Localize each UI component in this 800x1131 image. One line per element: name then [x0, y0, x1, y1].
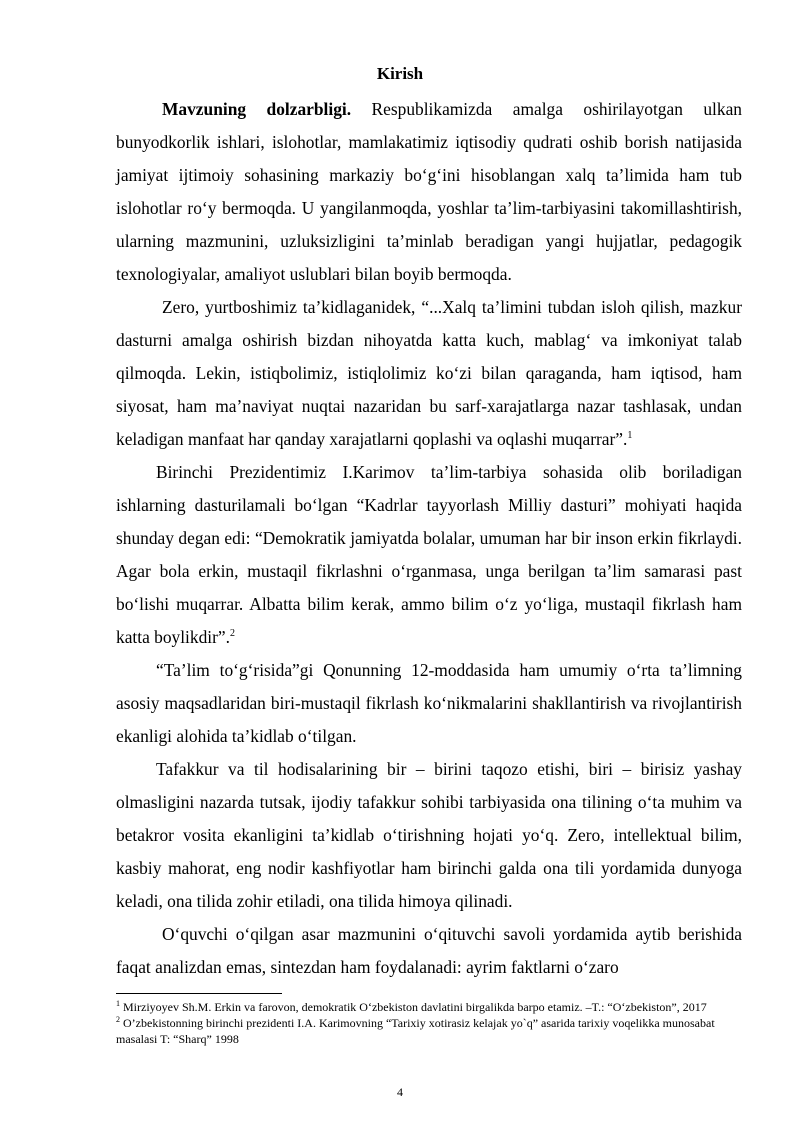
- paragraph-thought-language: [116, 753, 742, 918]
- footnote-number: 1: [116, 999, 120, 1008]
- paragraph-quote-president: [116, 291, 742, 456]
- footnote-separator: [116, 993, 282, 994]
- footnote-item: [116, 1015, 746, 1047]
- paragraph-education-law: [116, 654, 742, 753]
- paragraph-first-president: [116, 456, 742, 654]
- body-text: [116, 93, 742, 984]
- paragraph-student-analysis: [116, 918, 742, 984]
- page-number: 4: [397, 1085, 403, 1099]
- footnotes: [116, 999, 746, 1047]
- paragraph-text: Tafakkur va til hodisalarining bir – birini taqozo etishi, biri – birisiz yashay olmasligini nazarda tutsak, ijodiy tafakkur sohibi tarbiyasida ona tilining o‘ta muhim va betakror vosita ekanligini ta’kidlab o‘tirishning hojati yo‘q. Zero, intellektual bilim, kasbiy mahorat, eng nodir kashfiyotlar ham birinchi galda ona tili yordamida dunyoga keladi, ona tilida zohir etiladi, ona tilida himoya qilinadi.: [116, 759, 742, 911]
- paragraph-text: “Ta’lim to‘g‘risida”gi Qonunning 12-moddasida ham umumiy o‘rta ta’limning asosiy maqsadlaridan biri-mustaqil fikrlash ko‘nikmalarini shakllantirish va rivojlantirish ekanligi alohida ta’kidlab o‘tilgan.: [116, 660, 742, 746]
- paragraph-text: Birinchi Prezidentimiz I.Karimov ta’lim-tarbiya sohasida olib boriladigan ishlarning dasturilamali bo‘lgan “Kadrlar tayyorlash Milliy dasturi” mohiyati haqida shunday degan edi: “Demokratik jamiyatda bolalar, umuman har bir inson erkin fikrlaydi. Agar bola erkin, mustaqil fikrlashni o‘rganmasa, unga berilgan ta’lim samarasi past bo‘lishi muqarrar. Albatta bilim kerak, ammo bilim o‘z yo‘liga, mustaqil fikrlash ham katta boylikdir”.: [116, 462, 742, 647]
- page-title: Kirish: [376, 64, 424, 83]
- footnote-item: [116, 999, 746, 1015]
- footnote-reference: 2: [229, 628, 235, 640]
- footnote-text: O’zbekistonning birinchi prezidenti I.A. Karimovning “Tarixiy xotirasiz kelajak yo`q” asarida tarixiy voqelikka munosabat masalasi T: “Sharq” 1998: [116, 1016, 715, 1046]
- paragraph-text: Zero, yurtboshimiz ta’kidlaganidek, “...Xalq ta’limini tubdan isloh qilish, mazkur dasturni amalga oshirish bizdan nihoyatda katta kuch, mablag‘ va imkoniyat talab qilmoqda. Lekin, istiqbolimiz, istiqlolimiz ko‘zi bilan qaraganda, ham iqtisod, ham siyosat, ham ma’naviyat nuqtai nazaridan bu sarf-xarajatlarga nazar tashlasak, undan keladigan manfaat har qanday xarajatlarni qoplashi va oqlashi muqarrar”.: [116, 297, 742, 449]
- footnote-text: Mirziyoyev Sh.M. Erkin va farovon, demokratik O‘zbekiston davlatini birgalikda barpo etamiz. –T.: “O‘zbekiston”, 2017: [120, 1000, 707, 1014]
- footnote-number: 2: [116, 1015, 120, 1024]
- paragraph-lead-heading: Mavzuning dolzarbligi.: [162, 99, 352, 119]
- paragraph-text: O‘quvchi o‘qilgan asar mazmunini o‘qituvchi savoli yordamida aytib berishida faqat analizdan emas, sintezdan ham foydalanadi: ayrim faktlarni o‘zaro: [116, 924, 742, 977]
- paragraph-text: Respublikamizda amalga oshirilayotgan ulkan bunyodkorlik ishlari, islohotlar, mamlakatimiz iqtisodiy qudrati oshib borish natijasida jamiyat ijtimoiy sohasining markaziy bo‘g‘ini hisoblangan xalq ta’limida ham tub islohotlar ro‘y bermoqda. U yangilanmoqda, yoshlar ta’lim-tarbiyasini takomillashtirish, ularning mazmunini, uzluksizligini ta’minlab beradigan yangi hujjatlar, pedagogik texnologiyalar, amaliyot uslublari bilan boyib bermoqda.: [116, 99, 742, 284]
- paragraph-relevance: [116, 93, 742, 291]
- footnote-reference: 1: [627, 430, 633, 442]
